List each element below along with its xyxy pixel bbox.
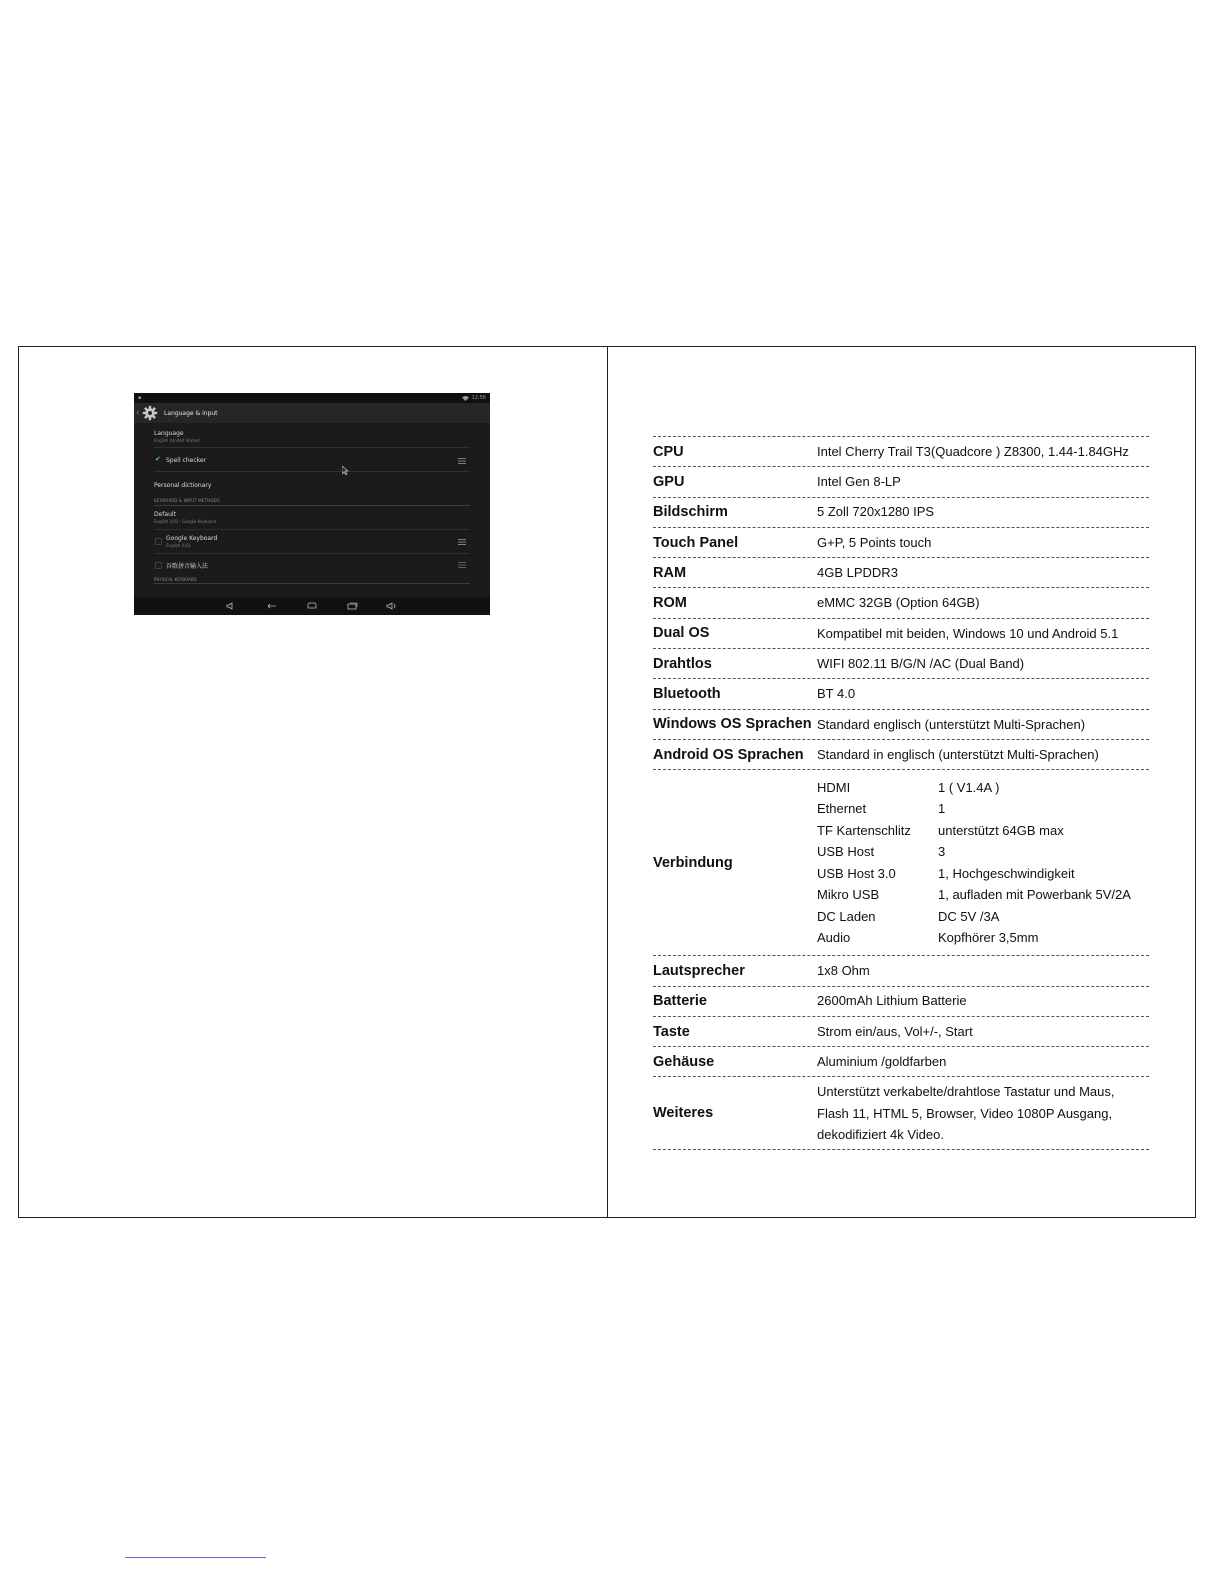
status-time: 12:56 [471,395,486,401]
spec-value: G+P, 5 Points touch [817,534,932,550]
settings-sliders-icon[interactable] [458,561,466,569]
port-value: 1 ( V1.4A ) [938,779,1000,795]
port-name: HDMI [817,779,851,795]
back-chevron-icon[interactable]: ‹ [136,408,140,418]
spec-row [653,709,1149,739]
spec-row [653,618,1149,648]
port-value: Kopfhörer 3,5mm [938,930,1039,946]
default-keyboard-item[interactable] [154,506,470,530]
default-title: Default [154,511,176,518]
spec-row [653,955,1149,985]
gear-icon [142,405,158,421]
spec-label: Touch Panel [653,534,739,551]
action-bar [134,403,490,423]
language-item[interactable] [154,423,470,448]
misc-row [653,1076,1149,1150]
volume-up-icon[interactable] [386,602,398,610]
notification-icon: ▪ [138,395,142,401]
spec-value: eMMC 32GB (Option 64GB) [817,595,980,611]
spec-label: Drahtlos [653,655,712,672]
column-divider [607,346,608,1218]
spec-value: Standard in englisch (unterstützt Multi-Sprachen) [817,746,1099,762]
spell-checker-label: Spell checker [166,457,207,464]
status-bar [134,393,490,403]
spec-label: GPU [653,473,685,490]
spec-label: Bildschirm [653,504,728,521]
spec-label: ROM [653,595,687,612]
personal-dictionary-item[interactable] [154,472,470,496]
port-value: 1, aufladen mit Powerbank 5V/2A [938,887,1131,903]
back-icon[interactable] [266,602,278,610]
spell-checker-item[interactable] [154,448,470,472]
volume-down-icon[interactable] [226,602,238,610]
port-value: unterstützt 64GB max [938,822,1064,838]
spec-label: Gehäuse [653,1053,715,1070]
spec-label: CPU [653,443,684,460]
spec-label: Verbindung [653,854,733,871]
spec-value: 2600mAh Lithium Batterie [817,993,967,1009]
google-keyboard-subtitle: English (US) [166,543,191,548]
spec-label: Dual OS [653,625,710,642]
spec-value: Aluminium /goldfarben [817,1054,947,1070]
port-name: Mikro USB [817,887,880,903]
spec-value: BT 4.0 [817,686,856,702]
spec-row [653,587,1149,617]
section-header-physical: PHYSICAL KEYBOARD [154,576,470,584]
spec-label: Batterie [653,993,707,1010]
port-name: TF Kartenschlitz [817,822,911,838]
port-name: Ethernet [817,801,867,817]
spec-row [653,1016,1149,1046]
navigation-bar [134,597,490,615]
spec-value: Kompatibel mit beiden, Windows 10 und Android 5.1 [817,625,1119,641]
screen-title: Language & input [164,409,218,417]
google-keyboard-item[interactable] [154,530,470,554]
footer-link-underline[interactable] [125,1557,266,1558]
connectivity-row [653,769,1149,955]
spec-row [653,466,1149,496]
spec-label: RAM [653,564,687,581]
default-subtitle: English (US) - Google Keyboard [154,519,217,524]
spec-value: 4GB LPDDR3 [817,565,898,581]
spec-label: Lautsprecher [653,962,745,979]
mouse-cursor-icon [342,466,349,475]
spec-value: Standard englisch (unterstützt Multi-Sprachen) [817,716,1086,732]
spec-label: Windows OS Sprachen [653,716,812,733]
port-value: 1 [938,801,946,817]
home-icon[interactable] [306,602,318,610]
spec-label: Android OS Sprachen [653,746,804,763]
port-value: 1, Hochgeschwindigkeit [938,865,1075,881]
spec-row [653,678,1149,708]
spec-row [653,648,1149,678]
recent-apps-icon[interactable] [346,602,358,610]
checkbox-unchecked-icon[interactable] [155,562,162,569]
pinyin-ime-label: 谷歌拼音输入法 [166,563,209,570]
spec-value: WIFI 802.11 B/G/N /AC (Dual Band) [817,655,1025,671]
language-title: Language [154,430,184,437]
spec-row [653,436,1149,466]
spec-label: Bluetooth [653,686,721,703]
spec-row [653,527,1149,557]
spec-label: Taste [653,1023,690,1040]
checkbox-checked-icon[interactable]: ✔ [155,455,161,463]
port-name: Audio [817,930,851,946]
spec-row [653,497,1149,527]
port-name: DC Laden [817,908,876,924]
spec-row [653,739,1149,769]
settings-list [134,423,490,584]
spec-row [653,986,1149,1016]
misc-value [817,1081,1149,1146]
settings-sliders-icon[interactable] [458,457,466,465]
wifi-icon [462,396,469,401]
spec-value: 5 Zoll 720x1280 IPS [817,504,935,520]
section-header-keyboard: KEYBOARD & INPUT METHODS [154,496,470,506]
spec-value: 1x8 Ohm [817,963,870,979]
port-name: USB Host 3.0 [817,865,896,881]
language-subtitle: English (United States) [154,438,200,443]
spec-value: Intel Cherry Trail T3(Quadcore ) Z8300, 1.44-1.84GHz [817,443,1129,459]
android-screenshot [134,393,490,615]
misc-line: Unterstützt verkabelte/drahtlose Tastatur und Maus, [817,1084,1115,1100]
port-value: 3 [938,844,946,860]
spec-value: Strom ein/aus, Vol+/-, Start [817,1023,973,1039]
port-value: DC 5V /3A [938,908,1000,924]
checkbox-unchecked-icon[interactable] [155,538,162,545]
google-keyboard-title: Google Keyboard [166,535,218,542]
personal-dictionary-label: Personal dictionary [154,482,212,489]
pinyin-ime-item[interactable] [154,554,470,576]
spec-row [653,557,1149,587]
connectivity-list [817,777,1149,949]
settings-sliders-icon[interactable] [458,538,466,546]
spec-row [653,1046,1149,1076]
spec-label: Weiteres [653,1105,714,1122]
spec-value: Intel Gen 8-LP [817,474,901,490]
port-name: USB Host [817,844,875,860]
misc-line: Flash 11, HTML 5, Browser, Video 1080P Ausgang, [817,1105,1113,1121]
spec-table [653,436,1149,1150]
misc-line: dekodifiziert 4k Video. [817,1127,944,1143]
